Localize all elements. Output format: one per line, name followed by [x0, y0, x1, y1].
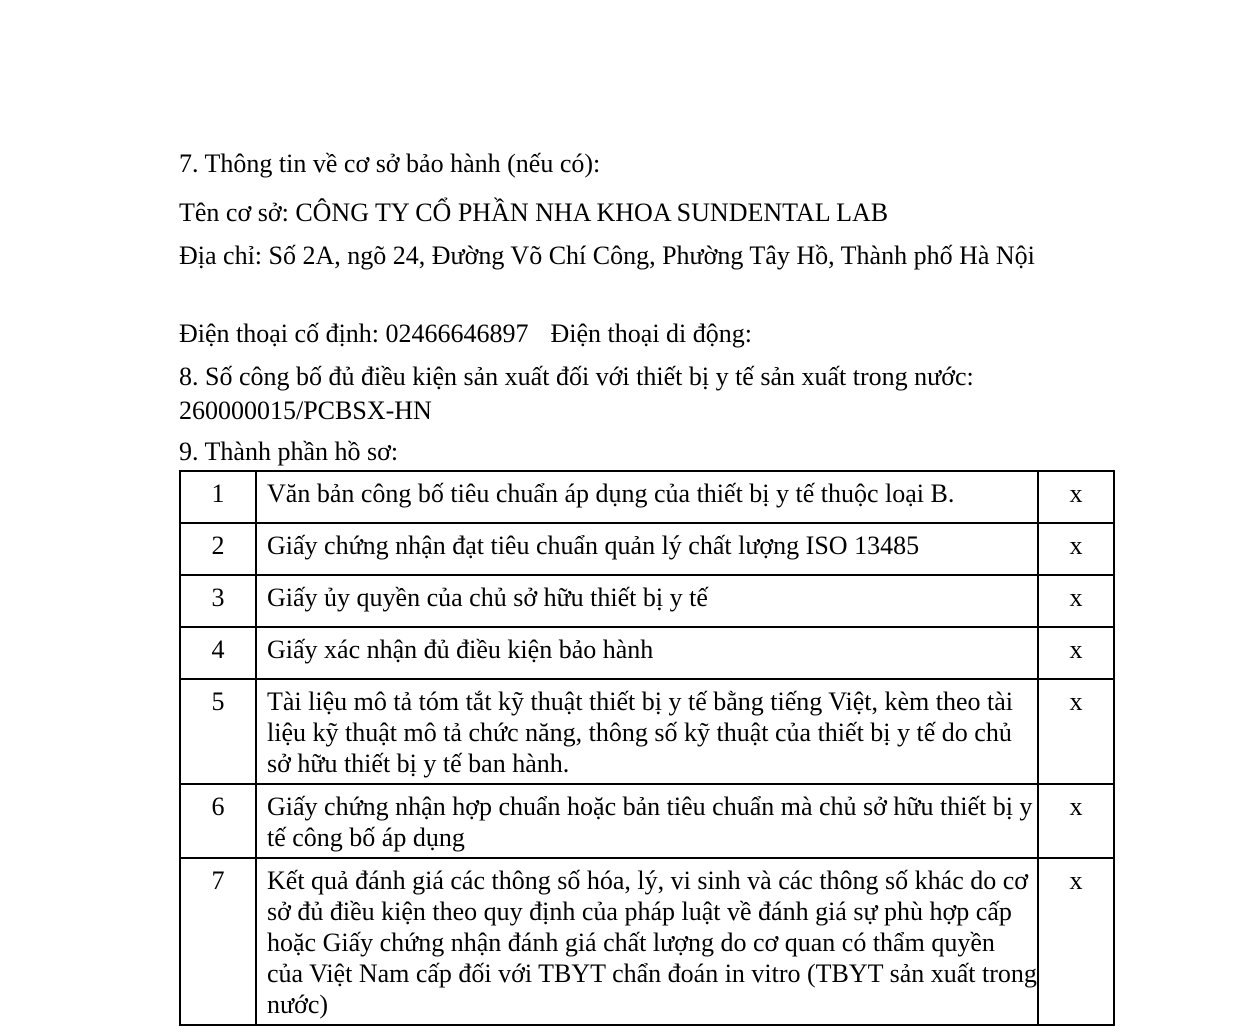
document-description: Giấy chứng nhận đạt tiêu chuẩn quản lý chất lượng ISO 13485 — [256, 523, 1038, 575]
document-number: 6 — [180, 784, 256, 858]
document-row — [180, 784, 1114, 858]
address-label: Địa chỉ: — [179, 241, 263, 270]
document-number: 1 — [180, 471, 256, 523]
document-description: Văn bản công bố tiêu chuẩn áp dụng của thiết bị y tế thuộc loại B. — [256, 471, 1038, 523]
facility-name-line — [179, 196, 888, 230]
document-row — [180, 858, 1114, 1025]
document-check-mark: x — [1038, 679, 1114, 784]
section-8-value: 260000015/PCBSX-HN — [179, 396, 432, 425]
document-number: 5 — [180, 679, 256, 784]
document-row — [180, 627, 1114, 679]
document-description: Tài liệu mô tả tóm tắt kỹ thuật thiết bị y tế bằng tiếng Việt, kèm theo tài liệu kỹ thuật mô tả chức năng, thông số kỹ thuật của thiết bị y tế do chủ sở hữu thiết bị y tế ban hành. — [256, 679, 1038, 784]
section-7-heading: 7. Thông tin về cơ sở bảo hành (nếu có): — [179, 149, 601, 178]
address-line — [179, 239, 1099, 273]
documents-table — [179, 470, 1115, 1026]
facility-name-label: Tên cơ sở: — [179, 198, 289, 227]
document-number: 3 — [180, 575, 256, 627]
document-row — [180, 679, 1114, 784]
document-check-mark: x — [1038, 575, 1114, 627]
document-row — [180, 575, 1114, 627]
document-check-mark: x — [1038, 627, 1114, 679]
phone-line — [179, 317, 752, 351]
section-8 — [179, 360, 1099, 428]
document-check-mark: x — [1038, 784, 1114, 858]
facility-name: CÔNG TY CỔ PHẦN NHA KHOA SUNDENTAL LAB — [295, 198, 889, 227]
document-check-mark: x — [1038, 858, 1114, 1025]
section-8-heading: 8. Số công bố đủ điều kiện sản xuất đối với thiết bị y tế sản xuất trong nước: — [179, 362, 974, 391]
address-value: Số 2A, ngõ 24, Đường Võ Chí Công, Phường Tây Hồ, Thành phố Hà Nội — [268, 241, 1035, 270]
landline-value: 02466646897 — [385, 319, 529, 348]
document-description: Kết quả đánh giá các thông số hóa, lý, vi sinh và các thông số khác do cơ sở đủ điều kiện theo quy định của pháp luật về đánh giá sự phù hợp cấp hoặc Giấy chứng nhận đánh giá chất lượng do cơ quan có thẩm quyền của Việt Nam cấp đối với TBYT chẩn đoán in vitro (TBYT sản xuất trong nước) — [256, 858, 1038, 1025]
document-row — [180, 471, 1114, 523]
document-number: 2 — [180, 523, 256, 575]
document-check-mark: x — [1038, 471, 1114, 523]
landline-label: Điện thoại cố định: — [179, 319, 380, 348]
document-row — [180, 523, 1114, 575]
documents-table-body — [180, 471, 1114, 1025]
document-description: Giấy xác nhận đủ điều kiện bảo hành — [256, 627, 1038, 679]
section-9-heading: 9. Thành phần hồ sơ: — [179, 437, 399, 466]
document-description: Giấy chứng nhận hợp chuẩn hoặc bản tiêu chuẩn mà chủ sở hữu thiết bị y tế công bố áp dụng — [256, 784, 1038, 858]
mobile-label: Điện thoại di động: — [550, 319, 752, 348]
document-number: 7 — [180, 858, 256, 1025]
document-description: Giấy ủy quyền của chủ sở hữu thiết bị y tế — [256, 575, 1038, 627]
document-number: 4 — [180, 627, 256, 679]
document-check-mark: x — [1038, 523, 1114, 575]
